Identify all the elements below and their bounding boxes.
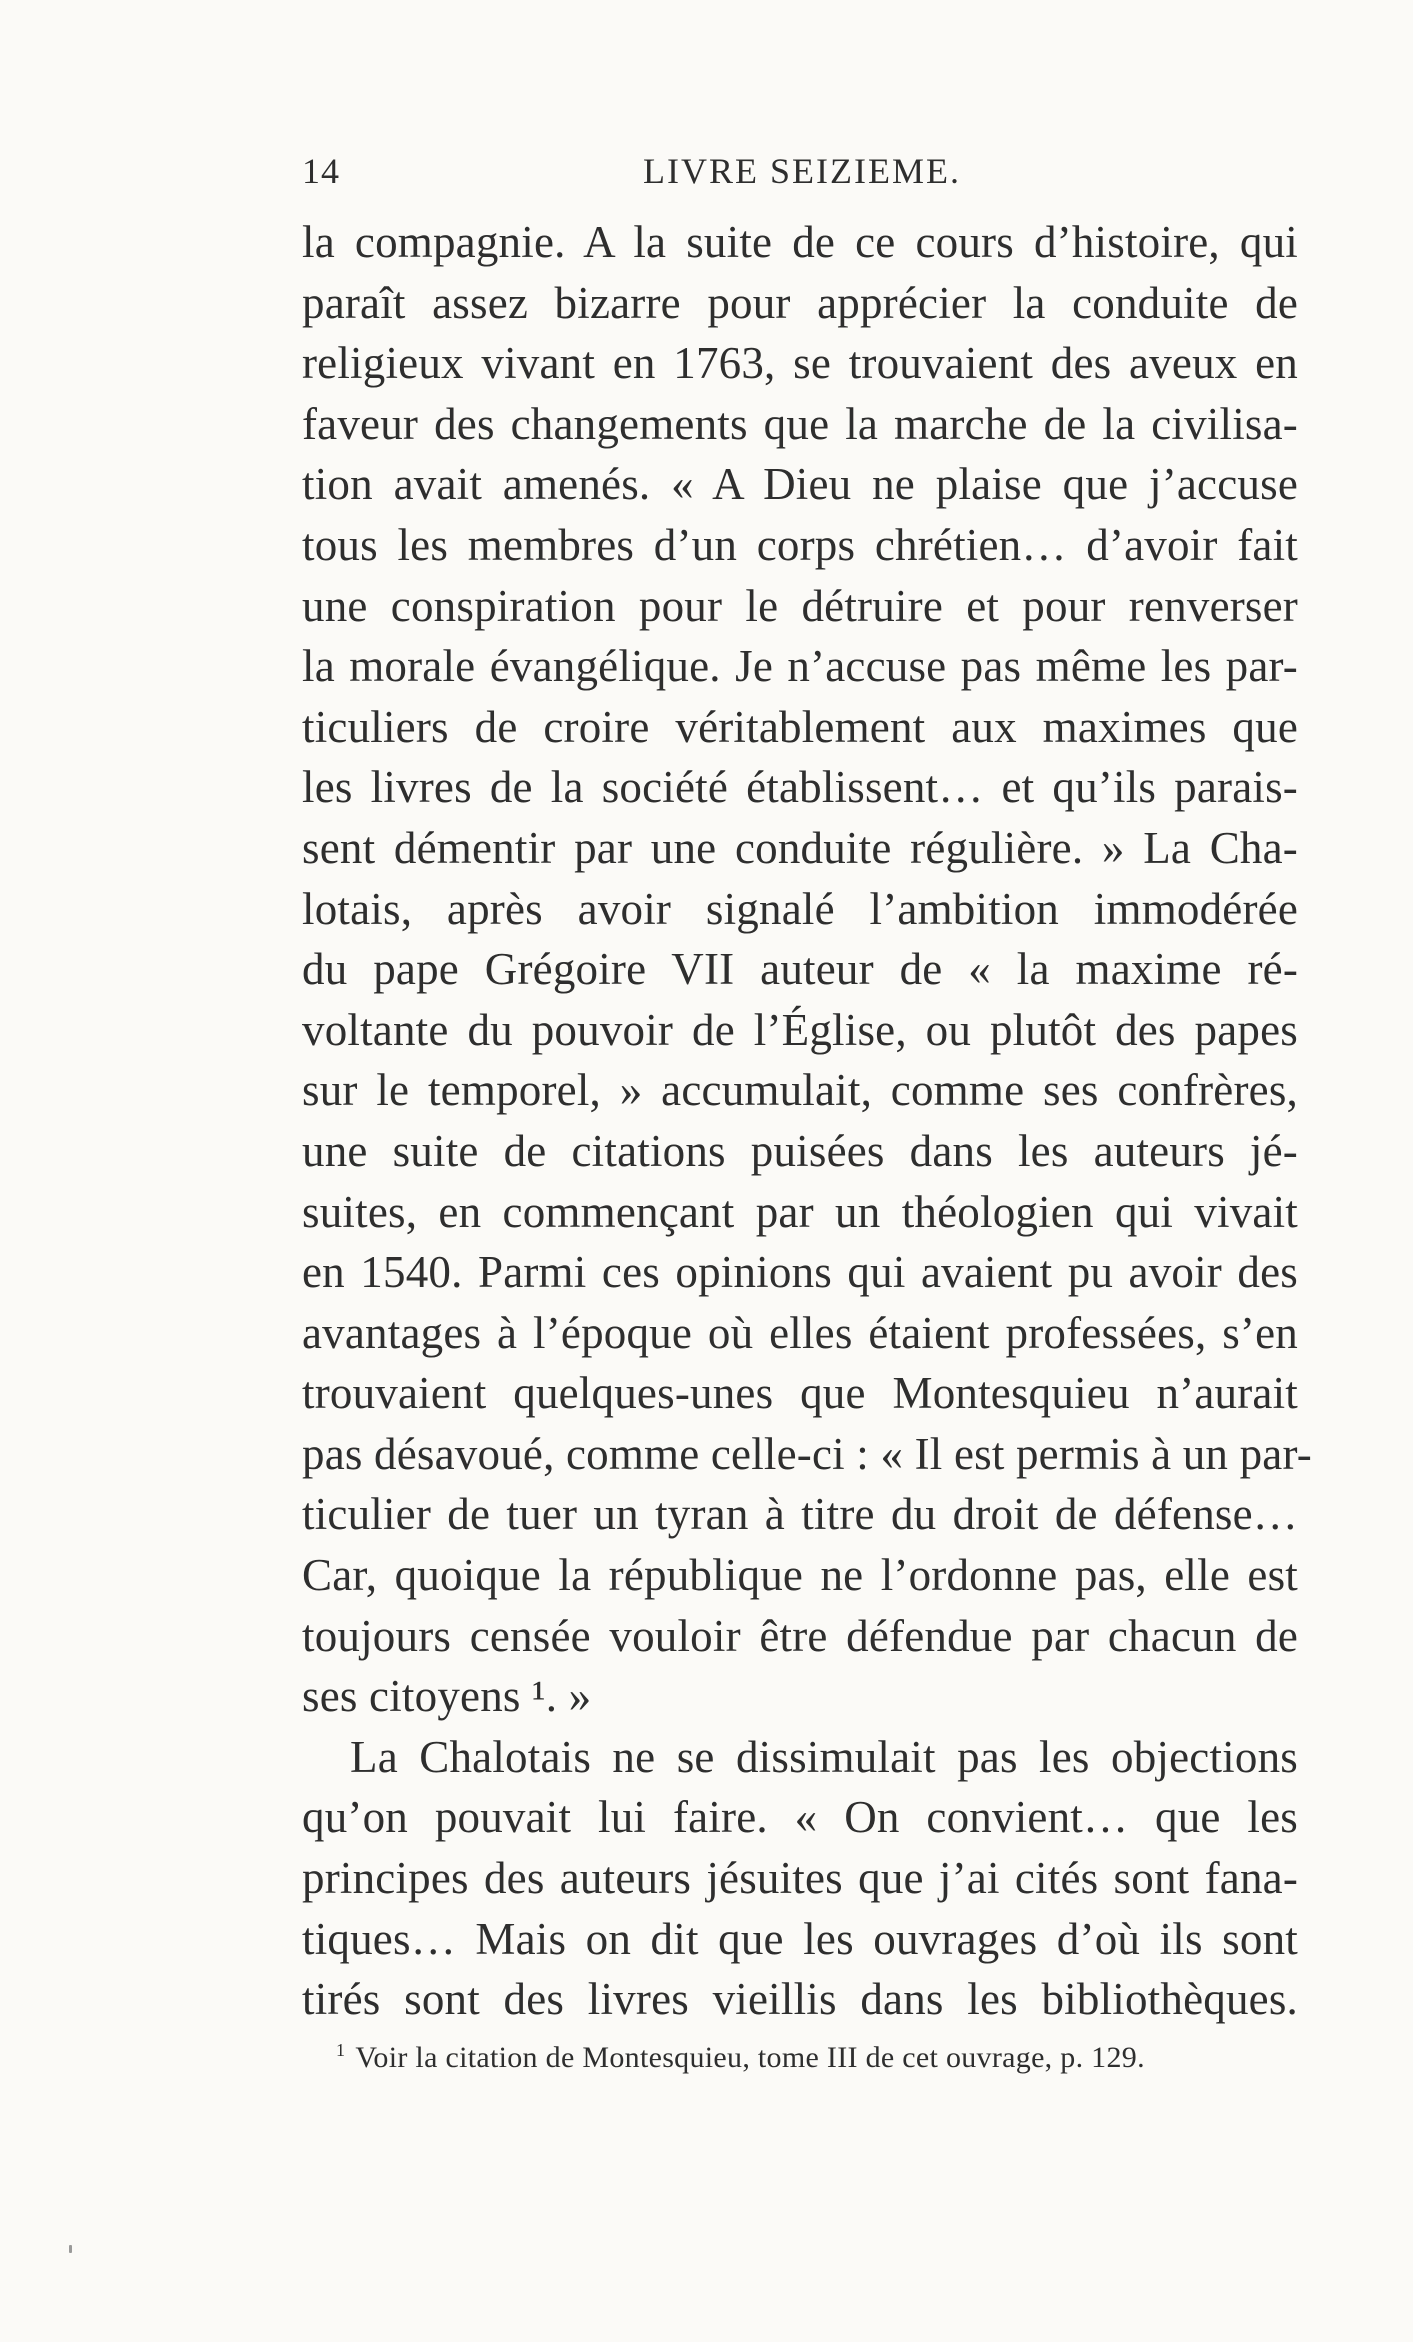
text-line: qu’on pouvait lui faire. « On convient… que les	[302, 1792, 1298, 1843]
text-line: Car, quoique la république ne l’ordonne pas, elle est	[302, 1550, 1298, 1601]
text-line: une suite de citations puisées dans les auteurs jé-	[302, 1125, 1298, 1176]
text-line: principes des auteurs jésuites que j’ai cités sont fana-	[302, 1853, 1298, 1904]
text-line: ticulier de tuer un tyran à titre du droit de défense…	[302, 1489, 1298, 1540]
body-text	[302, 212, 1312, 2030]
running-title: LIVRE SEIZIEME.	[643, 151, 961, 191]
text-line: tous les membres d’un corps chrétien… d’avoir fait	[302, 519, 1298, 570]
text-line: avantages à l’époque où elles étaient professées, s’en	[302, 1307, 1298, 1358]
text-line: voltante du pouvoir de l’Église, ou plutôt des papes	[302, 1004, 1298, 1055]
text-line: trouvaient quelques-unes que Montesquieu n’aurait	[302, 1368, 1298, 1419]
footnote	[336, 2030, 1296, 2078]
footnote-mark: 1	[336, 2040, 346, 2060]
text-line: pas désavoué, comme celle-ci : « Il est permis à un par-	[302, 1428, 1312, 1479]
text-line: du pape Grégoire VII auteur de « la maxime ré-	[302, 944, 1298, 995]
text-line: tion avait amenés. « A Dieu ne plaise que j’accuse	[302, 459, 1298, 510]
text-line: faveur des changements que la marche de la civilisa-	[302, 398, 1298, 449]
text-line: la compagnie. A la suite de ce cours d’histoire, qui	[302, 217, 1298, 267]
text-line: sent démentir par une conduite régulière. » La Cha-	[302, 822, 1298, 873]
text-line: les livres de la société établissent… et qu’ils parais-	[302, 762, 1298, 813]
text-line: sur le temporel, » accumulait, comme ses confrères,	[302, 1065, 1298, 1116]
text-line: en 1540. Parmi ces opinions qui avaient pu avoir des	[302, 1247, 1298, 1298]
paper-speck	[69, 2245, 72, 2253]
text-line: tiques… Mais on dit que les ouvrages d’où ils sont	[302, 1913, 1298, 1964]
text-line-paragraph-start: La Chalotais ne se dissimulait pas les objections	[350, 1731, 1298, 1782]
text-line: tirés sont des livres vieillis dans les bibliothèques.	[302, 1974, 1298, 2025]
text-line: religieux vivant en 1763, se trouvaient des aveux en	[302, 338, 1298, 389]
text-line-paragraph-end: ses citoyens ¹. »	[302, 1671, 592, 1722]
running-head	[302, 150, 1302, 196]
footnote-text: Voir la citation de Montesquieu, tome III de cet ouvrage, p. 129.	[355, 2041, 1145, 2074]
text-line: paraît assez bizarre pour apprécier la conduite de	[302, 277, 1298, 328]
text-line: la morale évangélique. Je n’accuse pas même les par-	[302, 641, 1298, 692]
text-line: toujours censée vouloir être défendue par chacun de	[302, 1610, 1298, 1661]
text-line: suites, en commençant par un théologien qui vivait	[302, 1186, 1298, 1237]
page-number: 14	[302, 151, 340, 191]
text-line: lotais, après avoir signalé l’ambition immodérée	[302, 883, 1298, 934]
text-line: une conspiration pour le détruire et pour renverser	[302, 580, 1298, 631]
text-line: ticuliers de croire véritablement aux maximes que	[302, 701, 1298, 752]
